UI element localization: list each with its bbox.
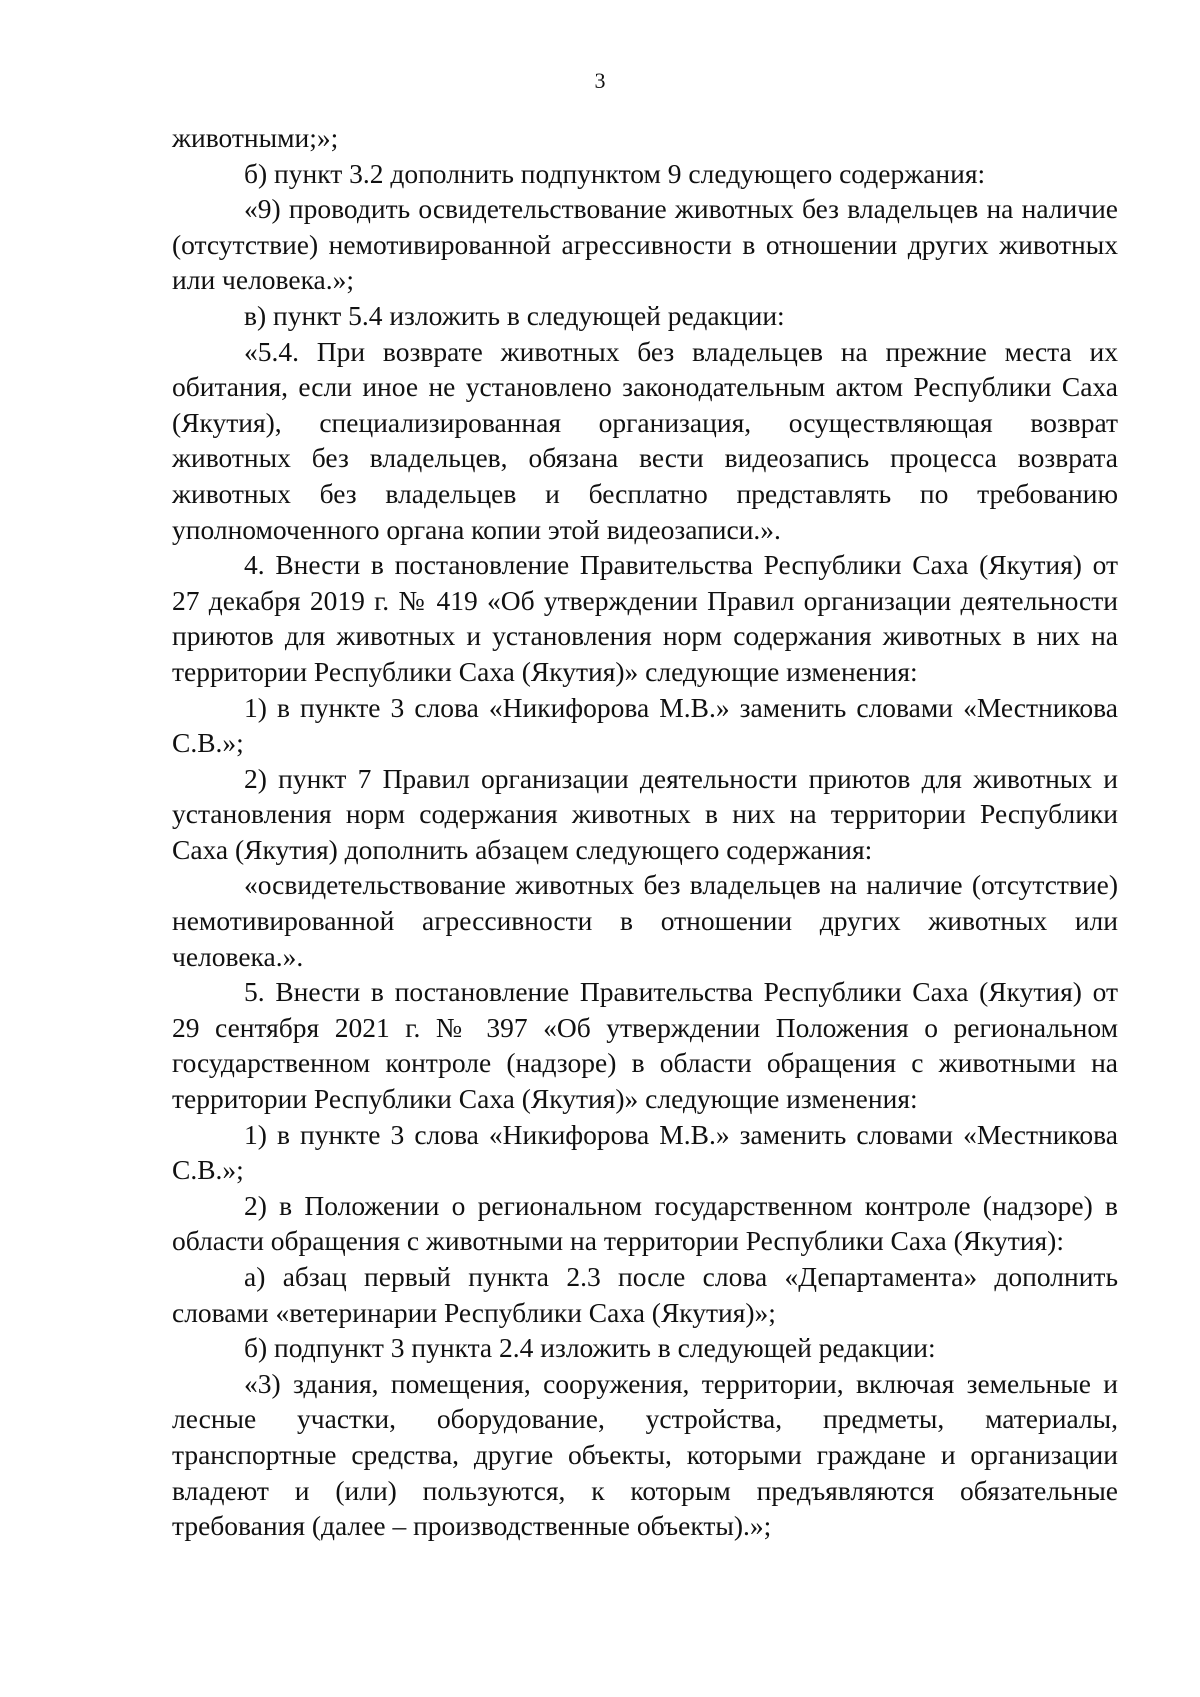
paragraph-quoted-abzac: «освидетельствование животных без владельцев на наличие (отсутствие) немотивированной агрессивности в отношении других животных или человека.».	[172, 869, 1118, 972]
paragraph-subpoint-9: «9) проводить освидетельствование животных без владельцев на наличие (отсутствие) немотивированной агрессивности в отношении других животных или человека.»;	[172, 193, 1118, 296]
paragraph-item-5-2-b: б) подпункт 3 пункта 2.4 изложить в следующей редакции:	[244, 1332, 936, 1364]
page-number: 3	[594, 68, 606, 93]
paragraph-item-4-2: 2) пункт 7 Правил организации деятельности приютов для животных и установления норм содержания животных в них на территории Республики Саха (Якутия) дополнить абзацем следующего содержания:	[172, 762, 1118, 865]
document-body	[172, 120, 1118, 1544]
paragraph-item-4-1: 1) в пункте 3 слова «Никифорова М.В.» заменить словами «Местникова С.В.»;	[172, 691, 1118, 759]
paragraph-subpoint-3: «3) здания, помещения, сооружения, территории, включая земельные и лесные участки, оборудование, устройства, предметы, материалы, транспортные средства, другие объекты, которыми граждане и организации владеют и (или) пользуются, к которым предъявляются обязательные требования (далее – производственные объекты).»;	[172, 1367, 1118, 1542]
paragraph-item-5: 5. Внести в постановление Правительства Республики Саха (Якутия) от 29 сентября 2021 г. № 397 «Об утверждении Положения о региональном государственном контроле (надзоре) в области обращения с животными на территории Республики Саха (Якутия)» следующие изменения:	[172, 976, 1118, 1115]
paragraph-point-5-4: «5.4. При возврате животных без владельцев на прежние места их обитания, если иное не установлено законодательным актом Республики Саха (Якутия), специализированная организация, осуществляющая возврат животных без владельцев, обязана вести видеозапись процесса возврата животных без владельцев и бесплатно представлять по требованию уполномоченного органа копии этой видеозаписи.».	[172, 335, 1118, 545]
paragraph-item-4: 4. Внести в постановление Правительства Республики Саха (Якутия) от 27 декабря 2019 г. № 419 «Об утверждении Правил организации деятельности приютов для животных и установления норм содержания животных в них на территории Республики Саха (Якутия)» следующие изменения:	[172, 549, 1118, 687]
paragraph-amendment-b: б) пункт 3.2 дополнить подпунктом 9 следующего содержания:	[244, 157, 986, 189]
paragraph-item-5-2: 2) в Положении о региональном государственном контроле (надзоре) в области обращения с животными на территории Республики Саха (Якутия):	[172, 1189, 1118, 1257]
paragraph-continuation: животными;»;	[172, 122, 339, 153]
paragraph-amendment-v: в) пункт 5.4 изложить в следующей редакции:	[244, 299, 785, 331]
paragraph-item-5-1: 1) в пункте 3 слова «Никифорова М.В.» заменить словами «Местникова С.В.»;	[172, 1118, 1118, 1186]
paragraph-item-5-2-a: а) абзац первый пункта 2.3 после слова «Департамента» дополнить словами «ветеринарии Республики Саха (Якутия)»;	[172, 1261, 1118, 1328]
